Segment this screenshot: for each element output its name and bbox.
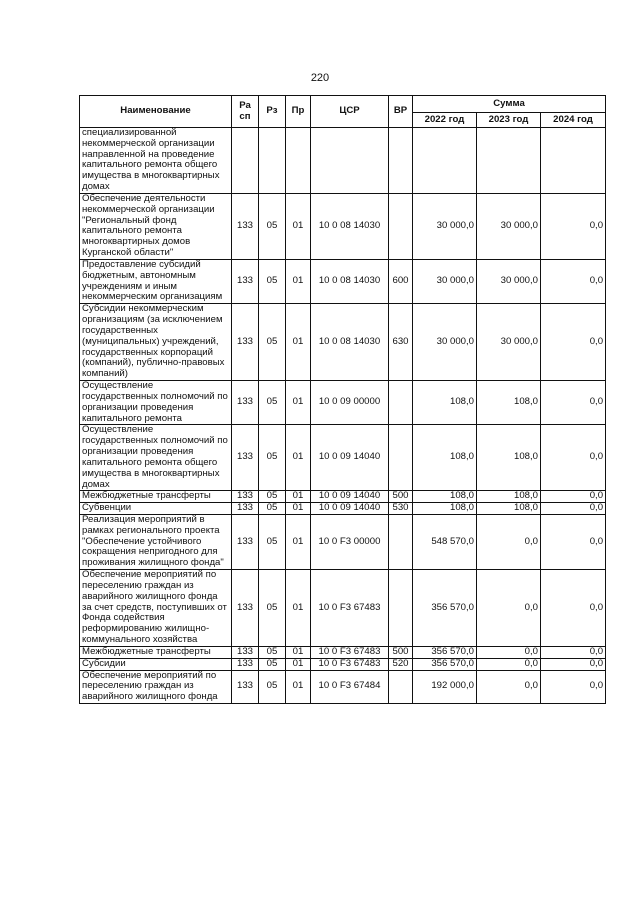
header-rz: Рз [259,96,286,128]
cell-rasp: 133 [232,570,259,647]
cell-rz: 05 [259,491,286,503]
table-row [80,193,606,259]
cell-2022: 30 000,0 [413,259,477,303]
page-number: 220 [310,72,330,84]
cell-rz: 05 [259,425,286,491]
cell-2023: 0,0 [477,670,541,703]
cell-csr: 10 0 09 14040 [311,503,389,515]
cell-rz [259,128,286,194]
cell-csr: 10 0 08 14030 [311,259,389,303]
cell-rasp: 133 [232,425,259,491]
cell-name: Субвенции [80,503,232,515]
table-row [80,259,606,303]
cell-pr: 01 [286,491,311,503]
cell-2024: 0,0 [541,503,606,515]
header-2022: 2022 год [413,113,477,128]
table-row [80,514,606,569]
cell-name: Обеспечение мероприятий по переселению граждан из аварийного жилищного фонда за счет средств, поступивших от Фонда содействия реформированию жилищно-коммунального хозяйства [80,570,232,647]
cell-2022: 108,0 [413,491,477,503]
header-vr: ВР [389,96,413,128]
cell-csr: 10 0 09 14040 [311,425,389,491]
cell-2023: 108,0 [477,425,541,491]
cell-2022: 356 570,0 [413,658,477,670]
cell-pr: 01 [286,514,311,569]
cell-csr: 10 0 F3 67483 [311,570,389,647]
table-row [80,646,606,658]
table-row [80,570,606,647]
cell-rz: 05 [259,304,286,381]
cell-vr [389,425,413,491]
cell-vr: 520 [389,658,413,670]
cell-rasp: 133 [232,646,259,658]
cell-2024: 0,0 [541,381,606,425]
cell-2024: 0,0 [541,670,606,703]
table-row [80,658,606,670]
budget-table [79,95,606,704]
cell-2022: 192 000,0 [413,670,477,703]
cell-name: Предоставление субсидий бюджетным, автономным учреждениям и иным некоммерческим организациям [80,259,232,303]
cell-csr: 10 0 08 14030 [311,193,389,259]
cell-rz: 05 [259,670,286,703]
cell-csr: 10 0 09 14040 [311,491,389,503]
cell-pr: 01 [286,670,311,703]
cell-2023: 30 000,0 [477,304,541,381]
cell-rz: 05 [259,193,286,259]
cell-csr [311,128,389,194]
cell-rasp: 133 [232,658,259,670]
cell-name: Осуществление государственных полномочий по организации проведения капитального ремонта общего имущества в многоквартирных домах [80,425,232,491]
cell-vr: 500 [389,491,413,503]
table-row [80,381,606,425]
cell-vr [389,670,413,703]
cell-2024: 0,0 [541,646,606,658]
cell-2022: 30 000,0 [413,304,477,381]
cell-rz: 05 [259,658,286,670]
cell-rasp: 133 [232,514,259,569]
table-row [80,670,606,703]
cell-2023: 30 000,0 [477,193,541,259]
cell-2022: 356 570,0 [413,646,477,658]
cell-rasp [232,128,259,194]
cell-2022: 356 570,0 [413,570,477,647]
header-name: Наименование [80,96,232,128]
cell-vr [389,570,413,647]
cell-name: Обеспечение мероприятий по переселению граждан из аварийного жилищного фонда [80,670,232,703]
cell-rasp: 133 [232,503,259,515]
header-pr: Пр [286,96,311,128]
cell-2024: 0,0 [541,425,606,491]
cell-name: Обеспечение деятельности некоммерческой организации "Региональный фонд капитального ремонта многоквартирных домов Курганской области" [80,193,232,259]
header-csr: ЦСР [311,96,389,128]
cell-rasp: 133 [232,381,259,425]
cell-vr: 630 [389,304,413,381]
cell-vr [389,514,413,569]
cell-csr: 10 0 09 00000 [311,381,389,425]
cell-pr: 01 [286,425,311,491]
cell-2024: 0,0 [541,658,606,670]
cell-rasp: 133 [232,491,259,503]
cell-csr: 10 0 F3 67483 [311,646,389,658]
cell-2022: 108,0 [413,425,477,491]
cell-name: Субсидии некоммерческим организациям (за исключением государственных (муниципальных) учреждений, государственных корпораций (компаний), публично-правовых компаний) [80,304,232,381]
cell-vr [389,381,413,425]
cell-rasp: 133 [232,670,259,703]
cell-csr: 10 0 F3 67483 [311,658,389,670]
cell-2024: 0,0 [541,304,606,381]
cell-pr: 01 [286,503,311,515]
cell-rz: 05 [259,259,286,303]
cell-rz: 05 [259,570,286,647]
cell-2023: 0,0 [477,646,541,658]
cell-2023 [477,128,541,194]
cell-csr: 10 0 F3 00000 [311,514,389,569]
cell-name: Субсидии [80,658,232,670]
table-row [80,128,606,194]
cell-csr: 10 0 08 14030 [311,304,389,381]
cell-name: Осуществление государственных полномочий по организации проведения капитального ремонта [80,381,232,425]
table-row [80,304,606,381]
header-2024: 2024 год [541,113,606,128]
header-sum: Сумма [413,96,606,113]
header-rasp: Ра сп [232,96,259,128]
cell-name: Межбюджетные трансферты [80,646,232,658]
cell-rz: 05 [259,503,286,515]
cell-rz: 05 [259,646,286,658]
cell-pr: 01 [286,259,311,303]
cell-2022: 108,0 [413,381,477,425]
cell-pr: 01 [286,304,311,381]
cell-2024: 0,0 [541,491,606,503]
table-row [80,425,606,491]
cell-pr: 01 [286,381,311,425]
cell-2023: 30 000,0 [477,259,541,303]
table-header [80,96,606,128]
header-2023: 2023 год [477,113,541,128]
cell-vr [389,128,413,194]
cell-name: Реализация мероприятий в рамках регионального проекта "Обеспечение устойчивого сокращения непригодного для проживания жилищного фонда" [80,514,232,569]
cell-2024 [541,128,606,194]
cell-pr [286,128,311,194]
cell-2022: 30 000,0 [413,193,477,259]
cell-csr: 10 0 F3 67484 [311,670,389,703]
cell-2024: 0,0 [541,570,606,647]
cell-name: специализированной некоммерческой организации направленной на проведение капитального ремонта общего имущества в многоквартирных домах [80,128,232,194]
cell-2023: 108,0 [477,503,541,515]
cell-2024: 0,0 [541,259,606,303]
table-row [80,491,606,503]
cell-2023: 108,0 [477,491,541,503]
cell-name: Межбюджетные трансферты [80,491,232,503]
cell-pr: 01 [286,570,311,647]
cell-2022: 108,0 [413,503,477,515]
cell-2024: 0,0 [541,514,606,569]
cell-2022: 548 570,0 [413,514,477,569]
cell-2022 [413,128,477,194]
cell-rz: 05 [259,381,286,425]
cell-vr: 500 [389,646,413,658]
cell-rz: 05 [259,514,286,569]
cell-rasp: 133 [232,259,259,303]
cell-2024: 0,0 [541,193,606,259]
cell-pr: 01 [286,658,311,670]
cell-2023: 108,0 [477,381,541,425]
cell-rasp: 133 [232,304,259,381]
cell-rasp: 133 [232,193,259,259]
cell-2023: 0,0 [477,514,541,569]
cell-vr [389,193,413,259]
cell-pr: 01 [286,646,311,658]
cell-2023: 0,0 [477,570,541,647]
cell-vr: 530 [389,503,413,515]
cell-2023: 0,0 [477,658,541,670]
cell-pr: 01 [286,193,311,259]
cell-vr: 600 [389,259,413,303]
table-body [80,128,606,704]
table-row [80,503,606,515]
